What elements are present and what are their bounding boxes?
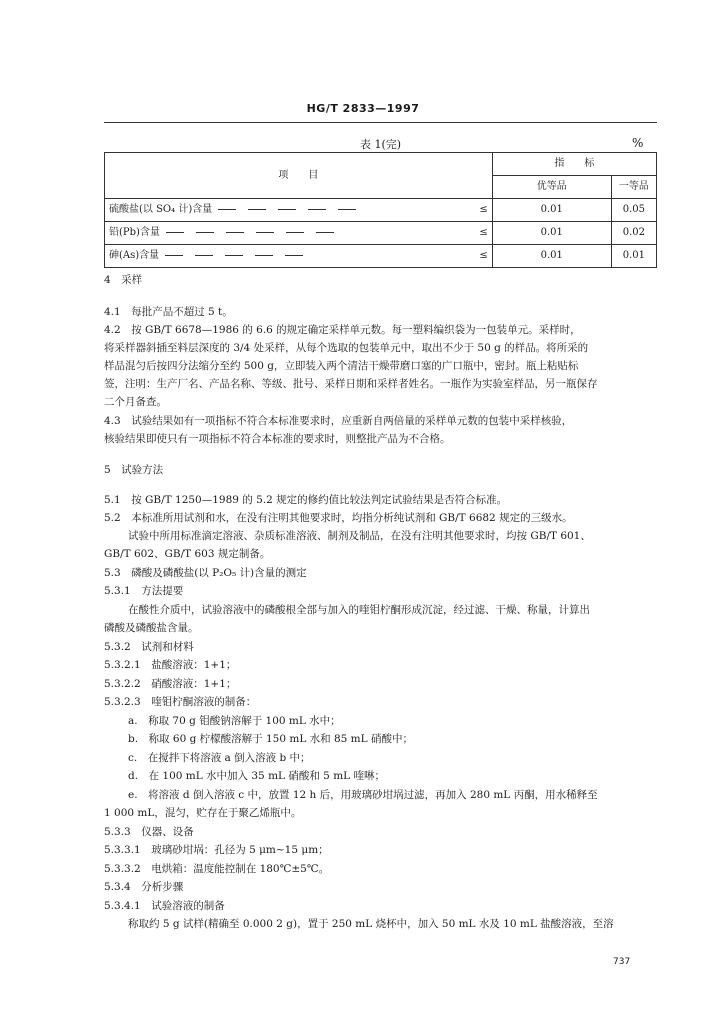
list-item: d. 在 100 mL 水中加入 35 mL 硝酸和 5 mL 喹啉； xyxy=(128,770,385,782)
table-cell-grade2: 0.01 xyxy=(611,245,656,268)
clause-5-2-line: 5.2 本标准所用试剂和水，在没有注明其他要求时，均指分析纯试剂和 GB/T 6682 规定的三级水。 xyxy=(104,512,573,524)
clause-4-2-line: 4.2 按 GB/T 6678—1986 的 6.6 的规定确定采样单元数。每一塑料编织袋为一包装单元。采样时， xyxy=(104,324,581,336)
table-cell-item: 砷(As)含量 xyxy=(105,245,456,268)
table-cell-item: 硫酸盐(以 SO₄ 计)含量 xyxy=(105,199,456,222)
clause-5-3-1-line: 在酸性介质中，试验溶液中的磷酸根全部与加入的喹钼柠酮形成沉淀，经过滤、干燥、称量，计算出 xyxy=(128,604,590,616)
table-header-grade1: 优等品 xyxy=(492,176,611,199)
clause-5-3-4-1-line: 称取约 5 g 试样(精确至 0.000 2 g)，置于 250 mL 烧杯中，加入 50 mL 水及 10 mL 盐酸溶液，至溶 xyxy=(128,918,614,930)
clause-5-3-2-3: 5.3.2.3 喹钼柠酮溶液的制备： xyxy=(104,696,257,708)
table-header-index: 指 标 xyxy=(492,153,656,176)
clause-5-3-2-2: 5.3.2.2 硝酸溶液：1+1； xyxy=(104,678,237,690)
table-header-item: 项 目 xyxy=(105,153,493,199)
list-item: e. 将溶液 d 倒入溶液 c 中，放置 12 h 后，用玻璃砂坩埚过滤，再加入 280 mL 丙酮，用水稀释至 xyxy=(128,789,598,801)
clause-4-2-line: 二个月备查。 xyxy=(104,396,167,408)
section-5-heading: 5 试验方法 xyxy=(104,464,164,476)
clause-5-3-1-line: 磷酸及磷酸盐含量。 xyxy=(104,622,199,634)
clause-5-3-3-2: 5.3.3.2 电烘箱：温度能控制在 180℃±5℃。 xyxy=(104,863,330,875)
page-number: 737 xyxy=(613,957,631,967)
clause-5-3-3-1: 5.3.3.1 玻璃砂坩埚：孔径为 5 μm~15 μm； xyxy=(104,844,329,856)
table-unit: % xyxy=(632,136,644,150)
table-cell-grade2: 0.02 xyxy=(611,222,656,245)
table-cell-item: 铅(Pb)含量 xyxy=(105,222,456,245)
clause-4-1: 4.1 每批产品不超过 5 t。 xyxy=(104,306,233,318)
table-cell-grade1: 0.01 xyxy=(492,222,611,245)
clause-5-2-line: 试验中所用标准滴定溶液、杂质标准溶液、制剂及制品，在没有注明其他要求时，均按 GB/T 601、 xyxy=(128,530,591,542)
clause-4-2-line: 签，注明：生产厂名、产品名称、等级、批号、采样日期和采样者姓名。一瓶作为实验室样品，另一瓶保存 xyxy=(104,378,598,390)
clause-5-3-2-1: 5.3.2.1 盐酸溶液：1+1； xyxy=(104,659,237,671)
table-cell-cmp: ≤ xyxy=(456,245,493,268)
clause-5-3-4-heading: 5.3.4 分析步骤 xyxy=(104,881,184,893)
table-cell-grade1: 0.01 xyxy=(492,199,611,222)
header-rule xyxy=(104,122,657,123)
list-item: a. 称取 70 g 钼酸钠溶解于 100 mL 水中； xyxy=(128,715,341,727)
section-4-heading: 4 采样 xyxy=(104,274,143,286)
list-item: b. 称取 60 g 柠檬酸溶解于 150 mL 水和 85 mL 硝酸中； xyxy=(128,733,413,745)
table-caption: 表 1(完) xyxy=(360,138,402,151)
table-row xyxy=(105,222,657,245)
clause-5-2-line: GB/T 602、GB/T 603 规定制备。 xyxy=(104,548,271,560)
table-cell-grade2: 0.05 xyxy=(611,199,656,222)
clause-5-3-heading: 5.3 磷酸及磷酸盐(以 P₂O₅ 计)含量的测定 xyxy=(104,567,307,579)
index-table xyxy=(104,152,657,268)
list-item: c. 在搅拌下将溶液 a 倒入溶液 b 中； xyxy=(128,752,311,764)
table-cell-cmp: ≤ xyxy=(456,199,493,222)
list-item-continuation: 1 000 mL，混匀，贮存在于聚乙烯瓶中。 xyxy=(104,807,302,819)
clause-4-3-line: 4.3 试验结果如有一项指标不符合本标准要求时，应重新自两倍量的采样单元数的包装中采样核验， xyxy=(104,415,573,427)
clause-5-3-3-heading: 5.3.3 仪器、设备 xyxy=(104,826,194,838)
clause-4-2-line: 样品混匀后按四分法缩分至约 500 g，立即装入两个清洁干燥带磨口塞的广口瓶中，密封。瓶上粘贴标 xyxy=(104,360,579,372)
clause-4-3-line: 核验结果即使只有一项指标不符合本标准的要求时，则整批产品为不合格。 xyxy=(104,433,451,445)
table-row xyxy=(105,199,657,222)
table-row xyxy=(105,245,657,268)
table-cell-grade1: 0.01 xyxy=(492,245,611,268)
clause-4-2-line: 将采样器斜插至料层深度的 3/4 处采样，从每个选取的包装单元中，取出不少于 50 g 的样品。将所采的 xyxy=(104,342,589,354)
clause-5-1: 5.1 按 GB/T 1250—1989 的 5.2 规定的修约值比较法判定试验结果是否符合标准。 xyxy=(104,494,508,506)
clause-5-3-2-heading: 5.3.2 试剂和材料 xyxy=(104,641,194,653)
table-cell-cmp: ≤ xyxy=(456,222,493,245)
clause-5-3-4-1-heading: 5.3.4.1 试验溶液的制备 xyxy=(104,900,225,912)
standard-number-header: HG/T 2833—1997 xyxy=(306,102,420,115)
table-header-grade2: 一等品 xyxy=(611,176,656,199)
clause-5-3-1-heading: 5.3.1 方法提要 xyxy=(104,585,184,597)
